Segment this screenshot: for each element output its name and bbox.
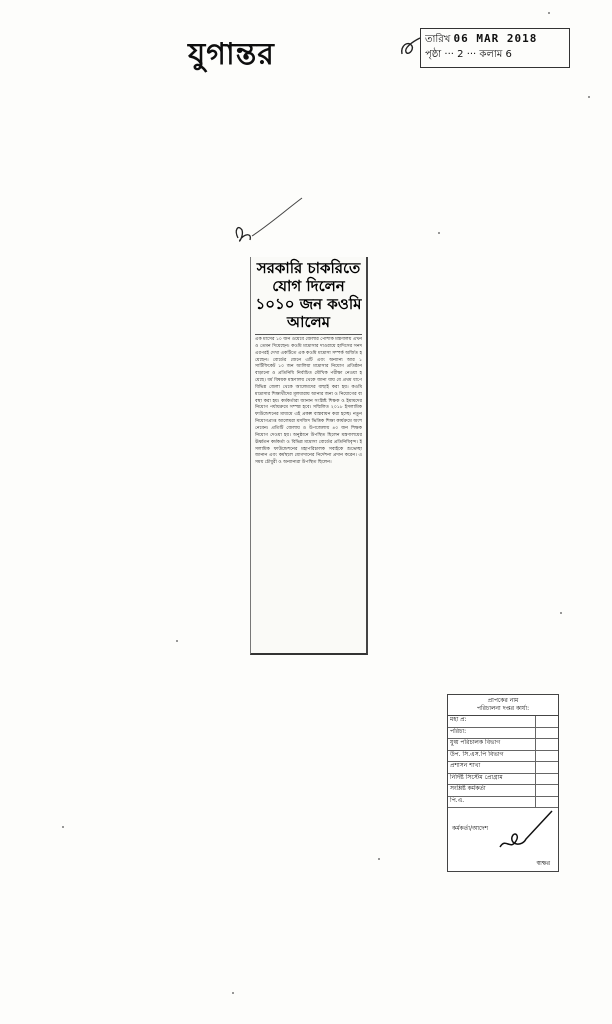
routing-slip [447, 694, 559, 872]
scan-speck [548, 12, 550, 14]
routing-slip-header [448, 695, 558, 716]
stamp-date-value: 06 MAR 2018 [453, 32, 538, 45]
handwritten-annotation-mark [230, 196, 310, 256]
date-page-stamp: তারিখ 06 MAR 2018 পৃষ্ঠা ··· 2 ··· কলাম 6 [420, 28, 570, 68]
routing-slip-row: নির্দিষ্ট সিস্টেম প্রোগ্রাম [448, 774, 558, 786]
routing-slip-row: মহা প্র: [448, 716, 558, 728]
signature-icon [496, 807, 556, 857]
routing-slip-row: সংশ্লিষ্ট কর্মকর্তা [448, 785, 558, 797]
scan-speck [438, 232, 440, 234]
clipping-body-text: এক মাসের ১০ জন ওয়েবে জেলার পোশাক মন্ত্রণালয় এখনও তেমন দিয়েছেন। কওমি মাদ্রাসার দাওরায়ে হাদিসের সনদ এরপরই দেখা একটিতে এক কওমি মাদ্রাসা সম্পর্ক অর্জিত হয়েছেন। বোর্ডের জেনে এটি এবং অন্যান্য আর ১ সার্টিফিকেট ১০ জন আলিয়া মাদ্রাসার নিয়োগ প্রতিষ্ঠান বাড়ানো ও প্রতিনিধি নির্বাচিত মৌখিক পরীক্ষা নেওয়া হয়েছে। ধর্ম বিষয়ক মন্ত্রণালয় থেকে জানা যায় যে প্রথম ধাপে বিভিন্ন জেলা থেকে আলেমদের বাছাই করা হয়। কওমি মাদ্রাসার শিক্ষার্থীদের মূলধারায় আনার জন্য ও নিয়োগের ব্যবস্থা করা হয়। কর্মকর্তারা জানান সংশ্লিষ্ট শিক্ষক ও ইমামদের নিয়োগ পর্যায়ক্রমে সম্পন্ন হবে। সম্মিলিত ২০১৮ ইসলামিক ফাউন্ডেশনের মাধ্যমে এই প্রকল্প বাস্তবায়ন করা হচ্ছে। নতুন নিয়োগপ্রাপ্ত আলেমরা মসজিদ ভিত্তিক শিক্ষা কার্যক্রমে অংশ নেবেন। প্রতিটি জেলায় ও উপজেলায় ৪০ জন শিক্ষক নিয়োগ দেওয়া হয়। অনুষ্ঠানে উপস্থিত ছিলেন মন্ত্রণালয়ের ঊর্ধ্বতন কর্মকর্তা ও বিভিন্ন মাদ্রাসা বোর্ডের প্রতিনিধিবৃন্দ। ইসলামিক ফাউন্ডেশনের মহাপরিচালক সবাইকে শুভেচ্ছা জানান এবং কর্মস্থলে যোগদানের নির্দেশনা প্রদান করেন। এ সময় চৌধুরী ও অন্যান্যরা উপস্থিত ছিলেন। [255, 337, 362, 466]
stamp-column-label: কলাম [479, 49, 503, 60]
scan-speck [588, 96, 590, 98]
routing-slip-row: পি.এ. [448, 797, 558, 809]
routing-slip-header-line1: প্রাপকের নাম [487, 697, 519, 704]
routing-slip-row: পরিচা: [448, 728, 558, 740]
stamp-column-value: 6 [505, 49, 512, 60]
routing-slip-row: যুগ্ম পরিচালক বিভাগ [448, 739, 558, 751]
scan-speck [560, 612, 562, 614]
masthead: যুগান্তর [188, 37, 275, 72]
routing-slip-row: উপ. সি.এস.পি বিভাগ [448, 751, 558, 763]
scan-speck [378, 858, 380, 860]
stamp-page-value: 2 [457, 49, 464, 60]
stamp-date-label: তারিখ [425, 34, 451, 45]
scan-speck [232, 992, 234, 994]
routing-slip-row: প্রশাসন শাখা [448, 762, 558, 774]
scan-speck [176, 640, 178, 642]
stamp-page-label: পৃষ্ঠা [425, 49, 442, 60]
newspaper-clipping [250, 257, 368, 655]
routing-slip-header-line2: পরিচালনা দপ্তর কার্যা: [476, 705, 530, 712]
routing-slip-footer-left: কর্মকর্তা/আদেশ [452, 825, 489, 832]
scan-speck [62, 826, 64, 828]
routing-slip-footer-right: স্বাক্ষর [536, 860, 550, 867]
clipping-headline: সরকারি চাকরিতে যোগ দিলেন ১০১০ জন কওমি আলেম [255, 259, 362, 335]
